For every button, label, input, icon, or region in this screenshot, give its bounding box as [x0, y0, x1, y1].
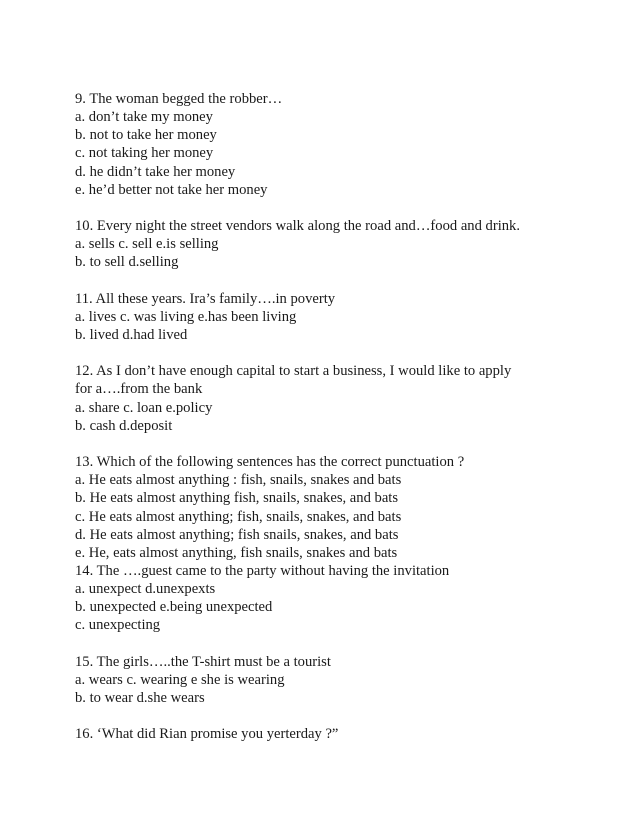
question-14	[75, 562, 615, 635]
question-stem: 15. The girls…..the T-shirt must be a tourist	[75, 653, 331, 670]
question-stem: 11. All these years. Ira’s family….in poverty	[75, 290, 336, 307]
option-line-2: b. to sell d.selling	[75, 254, 179, 271]
question-stem: 10. Every night the street vendors walk along the road and…food and drink.	[75, 218, 520, 235]
question-9	[75, 90, 615, 199]
option-c: c. not taking her money	[75, 145, 214, 162]
spacer	[75, 272, 615, 290]
spacer	[75, 435, 615, 453]
option-d: d. He eats almost anything; fish snails, snakes, and bats	[75, 526, 399, 543]
question-stem: 12. As I don’t have enough capital to start a business, I would like to apply	[75, 363, 512, 380]
option-a: a. He eats almost anything : fish, snails, snakes and bats	[75, 472, 402, 489]
option-e: e. He, eats almost anything, fish snails, snakes and bats	[75, 544, 398, 561]
option-b: b. not to take her money	[75, 127, 217, 144]
question-stem-continued: for a….from the bank	[75, 381, 203, 398]
option-line-1: a. sells c. sell e.is selling	[75, 236, 219, 253]
option-line-3: c. unexpecting	[75, 617, 161, 634]
option-line-2: b. lived d.had lived	[75, 327, 188, 343]
spacer	[75, 707, 615, 725]
question-stem: 16. ‘What did Rian promise you yerterday ?”	[75, 726, 339, 743]
option-d: d. he didn’t take her money	[75, 163, 236, 180]
question-15	[75, 653, 615, 707]
option-e: e. he’d better not take her money	[75, 181, 268, 198]
question-12	[75, 362, 615, 435]
option-line-1: a. share c. loan e.policy	[75, 399, 213, 416]
question-16	[75, 725, 615, 743]
question-13	[75, 453, 615, 562]
question-10	[75, 217, 615, 271]
spacer	[75, 344, 615, 362]
option-b: b. He eats almost anything fish, snails, snakes, and bats	[75, 490, 399, 507]
question-stem: 14. The ….guest came to the party without having the invitation	[75, 563, 450, 579]
option-line-1: a. unexpect d.unexpexts	[75, 581, 216, 598]
spacer	[75, 199, 615, 217]
question-11	[75, 290, 615, 344]
document-page	[75, 90, 615, 744]
option-line-2: b. unexpected e.being unexpected	[75, 599, 273, 616]
question-stem: 13. Which of the following sentences has the correct punctuation ?	[75, 454, 465, 471]
option-line-2: b. cash d.deposit	[75, 417, 173, 434]
option-a: a. don’t take my money	[75, 109, 213, 126]
option-line-1: a. wears c. wearing e she is wearing	[75, 671, 285, 688]
option-line-2: b. to wear d.she wears	[75, 690, 205, 707]
option-line-1: a. lives c. was living e.has been living	[75, 308, 297, 325]
option-c: c. He eats almost anything; fish, snails, snakes, and bats	[75, 508, 402, 525]
spacer	[75, 635, 615, 653]
question-stem: 9. The woman begged the robber…	[75, 91, 283, 107]
